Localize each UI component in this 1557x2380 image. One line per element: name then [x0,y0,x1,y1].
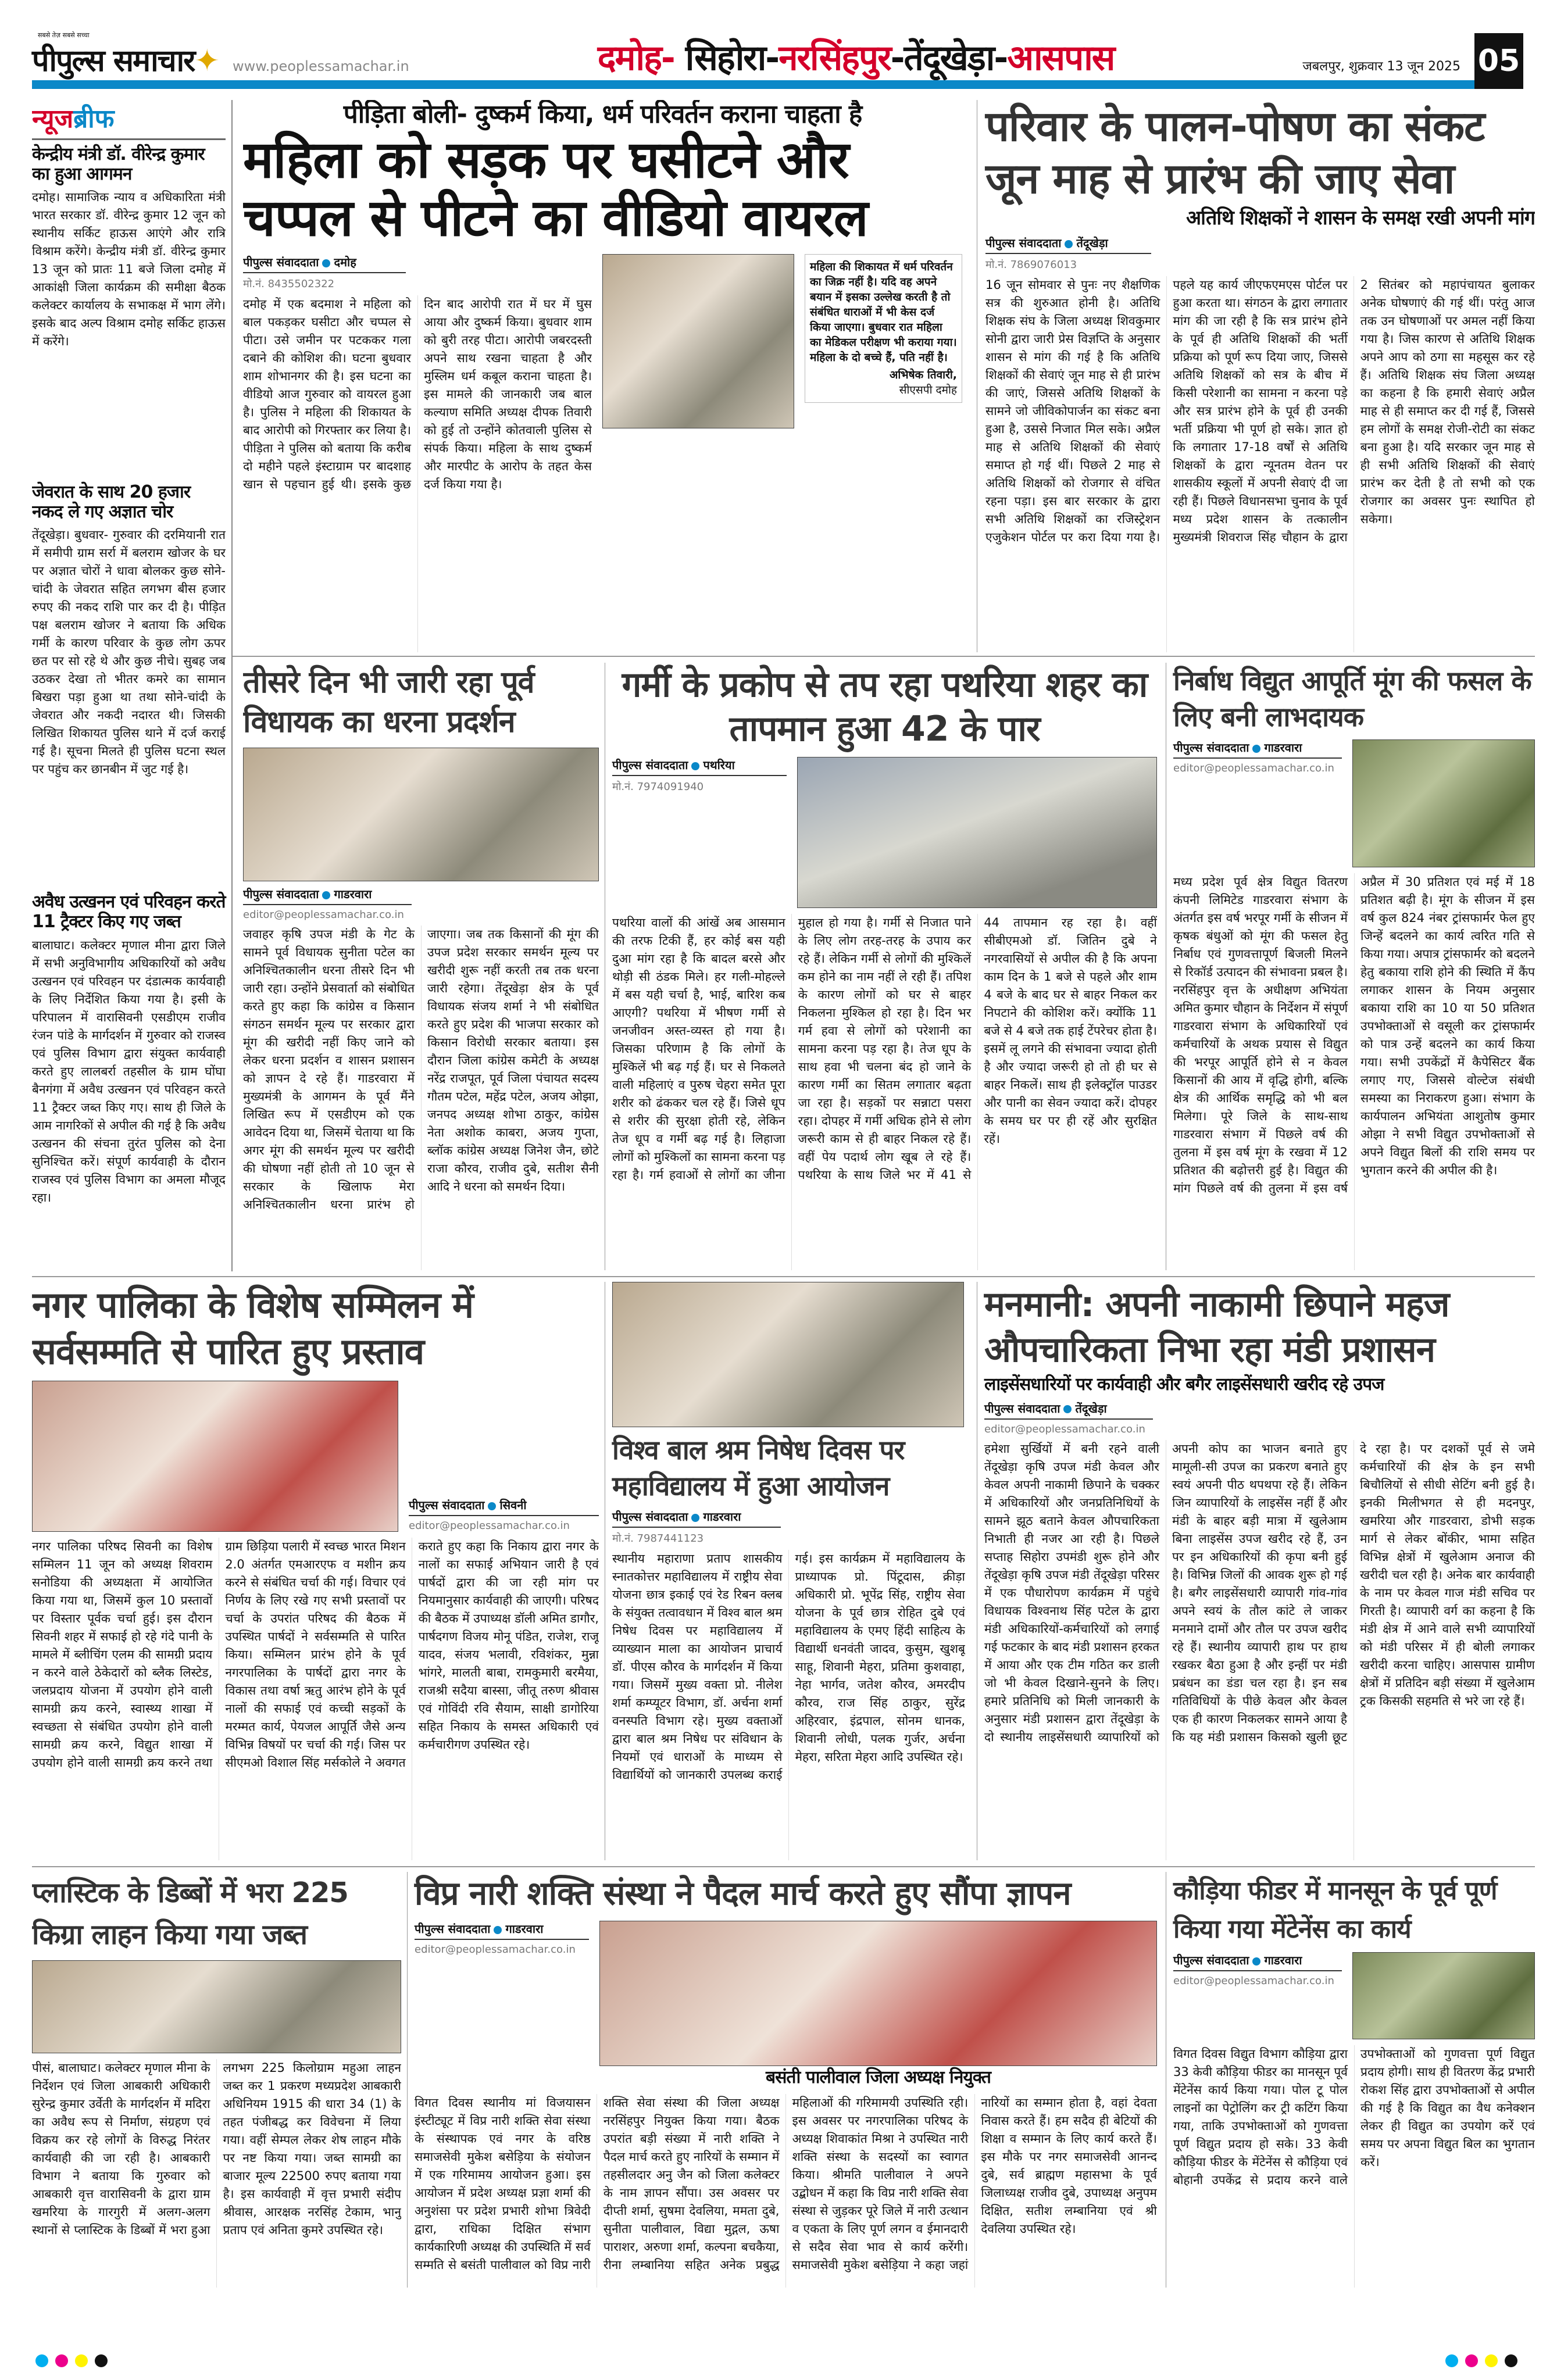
reporter-email[interactable]: editor@peoplessamachar.co.in [243,909,404,921]
divider [32,1866,1535,1867]
kodia-body: विगत दिवस विद्युत विभाग कौड़िया द्वारा 33 केवी कौड़िया फीडर का मानसून पूर्व मेंटेनेंस कार्य किया गया। पोल टू पोल लाइनों का पेट्रोलिंग कर ट्री कटिंग किया गया, ताकि उपभोक्ताओं को गुणवत्ता पूर्ण विद्युत प्रदाय हो सके। 33 केवी कौड़िया फीडर के मेंटेनेंस से कौड़िया एवं बोहानी उपकेंद्र से प्रदाय करने वाले उपभोक्ताओं को गुणवत्ता पूर्ण विद्युत प्रदाय होगी। साथ ही वितरण केंद्र प्रभारी रोकश सिंह द्वारा उपभोक्ताओं से अपील की गई है कि विद्युत का वैध कनेक्शन लेकर ही विद्युत का उपयोग करें एवं समय पर अपना विद्युत बिल का भुगतान करें। [1173,2047,1535,2187]
bullet-dot-icon [691,1514,699,1522]
reporter-email[interactable]: editor@peoplessamachar.co.in [415,1943,576,1956]
bullet-dot-icon [1252,745,1260,753]
byline [409,1497,599,1516]
plastic-headline: प्लास्टिक के डिब्बों में भरा 225 किग्रा लाहन किया गया जब्त [32,1877,348,1951]
byline-name: पीपुल्स संवाददाता [985,236,1062,251]
guest-subhead: अतिथि शिक्षकों ने शासन के समक्ष रखी अपनी मांग [1186,206,1535,230]
bullet-dot-icon [1065,240,1073,248]
dateline: जबलपुर, शुक्रवार 13 जून 2025 [1302,59,1460,74]
section-title-part: आसपास [1007,38,1115,78]
byline-name: पीपुल्स संवाददाता [409,1498,485,1512]
bullet-dot-icon [494,1926,502,1934]
brief-body: दमोह। सामाजिक न्याय व अधिकारिता मंत्री भारत सरकार डॉ. वीरेन्द्र कुमार 12 जून को स्थानीय सर्किट हाऊस आएंगे और रात्रि विश्राम करेंगे। केन्द्रीय मंत्री डॉ. वीरेन्द्र कुमार 13 जून को प्रातः 11 बजे जिला दमोह में आकांक्षी जिला कार्यक्रम की समीक्षा बैठक कलेक्टर कार्यालय के सभाकक्ष में भाग लेंगे। इसके बाद अल्प विश्राम दमोह सर्किट हाऊस में करेंगे। [32,190,226,349]
byline-name: पीपुल्स संवाददाता [243,255,319,270]
heat-story [605,663,1157,1270]
reporter-mobile: मो.नं. 8435502322 [243,278,335,291]
dharna-story [243,663,599,1270]
reporter-mobile: मो.नं. 7987441123 [612,1532,704,1545]
byline-place: गाडरवारा [703,1510,741,1524]
byline-place: गाडरवारा [1264,1953,1302,1967]
reporter-email[interactable]: editor@peoplessamachar.co.in [984,1423,1145,1435]
section-title [423,33,1289,80]
section-title-part: -तेंदूखेड़ा- [890,38,1008,78]
vipra-body: विगत दिवस स्थानीय मां विजयासन इंस्टीट्यूट में विप्र नारी शक्ति सेवा संस्था के संस्थापक एवं नगर के वरिष्ठ समाजसेवी मुकेश बसेड़िया के संयोजन में एक गरिमामय आयोजन हुआ। इस आयोजन में प्रदेश अध्यक्ष प्रज्ञा शर्मा की अनुशंसा पर प्रदेश प्रभारी शोभा त्रिवेदी द्वारा, राधिका दिक्षित संभाग कार्यकारिणी अध्यक्ष की उपस्थिति में सर्व सम्मति से बसंती पालीवाल को विप्र नारी शक्ति सेवा संस्था की जिला अध्यक्ष नरसिंहपुर नियुक्त किया गया। बैठक उपरांत बड़ी संख्या में नारी शक्ति ने पैदल मार्च करते हुए नारियों के सम्मान में तहसीलदार अनु जैन को जिला कलेक्टर के नाम ज्ञापन सौंपा। उस अवसर पर दीप्ती शर्मा, सुषमा देवलिया, ममता दुबे, सुनीता पालीवाल, विद्या मुद्गल, ऊषा पाराशर, अरुणा शर्मा, कल्पना बचकैया, रीना लम्बानिया सहित अनेक प्रबुद्ध महिलाओं की गरिमामयी उपस्थिति रही। इस अवसर पर नगरपालिका परिषद के अध्यक्ष शिवाकांत मिश्रा ने उपस्थित नारी शक्ति संस्था के सदस्यों का स्वागत किया। श्रीमति पालीवाल ने अपने उद्बोधन में कहा कि विप्र नारी शक्ति सेवा संस्था से जुड़कर पूरे जिले में नारी उत्थान व एकता के लिए पूर्ण लगन व ईमानदारी से सदैव सेवा भाव से कार्य करेंगी। समाजसेवी मुकेश बसेड़िया ने कहा जहां नारियों का सम्मान होता है, वहां देवता निवास करते हैं। हम सदैव ही बेटियों की शिक्षा व सम्मान के लिए कार्य करते हैं। इस मौके पर नगर समाजसेवी आनन्द दुबे, सर्व ब्राह्मण महासभा के पूर्व जिलाध्यक्ष राजीव दुबे, उपाध्यक्ष अनुपम दिक्षित, सतीश लम्बानिया एवं श्री देवलिया उपस्थित रहे। [415,2096,1157,2272]
brief-headline: अवैध उत्खनन एवं परिवहन करते 11 ट्रैक्टर किए गए जब्त [32,892,226,932]
byline-place: सिवनी [499,1498,527,1512]
vipra-headline: विप्र नारी शक्ति संस्था ने पैदल मार्च करते हुए सौंपा ज्ञापन [415,1875,1071,1913]
brief-headline: जेवरात के साथ 20 हजार नकद ले गए अज्ञात चोर [32,482,191,522]
divider [233,656,1535,657]
news-brief-title-a: न्यूज [32,104,74,134]
logo-text: पीपुल्स समाचार [32,44,195,78]
reporter-email[interactable]: editor@peoplessamachar.co.in [409,1520,570,1532]
dharna-photo [243,748,599,881]
byline-place: गाडरवारा [334,887,372,901]
page-number: 05 [1474,33,1523,89]
lead-photo [602,254,794,428]
heat-body: पथरिया वालों की आंखें अब आसमान की तरफ टिकी हैं, हर कोई बस यही दुआ मांग रहा है कि बादल बरसे और थोड़ी सी ठंडक मिले। हर गली-मोहल्ले में बस यही चर्चा है, भाई, बारिश कब आएगी? पथरिया में भीषण गर्मी से जनजीवन अस्त-व्यस्त हो गया है। जिसका परिणाम है कि लोगों के मुश्किलें भी बढ़ गई हैं। घर से निकलते वाली महिलाएं व पुरुष चेहरा समेत पूरा शरीर को ढंककर चल रहे हैं। जिसे धूप से शरीर की सुरक्षा होती रहे, लेकिन तेज धूप व गर्मी बढ़ गई है। लिहाजा लोगों को मुश्किलों का सामना करना पड़ रहा है। गर्म हवाओं से लोगों का जीना मुहाल हो गया है। गर्मी से निजात पाने के लिए लोग तरह-तरह के उपाय कर रहे हैं। लेकिन गर्मी से लोगों की मुश्किलें कम होने का नाम नहीं ले रही हैं। तपिश के कारण लोगों को घर से बाहर निकलना मुश्किल हो रहा है। दिन भर गर्म हवा से लोगों को परेशानी का सामना करना पड़ रहा है। तेज धूप के साथ हवा भी चलना बंद हो जाने के कारण गर्मी का सितम लगातार बढ़ता जा रहा है। सड़कों पर सन्नाटा पसरा रहा। दोपहर में गर्मी अधिक होने से लोग जरूरी काम से ही बाहर निकल रहे हैं। वहीं पेय पदार्थ लोग खूब ले रहे हैं। पथरिया के साथ जिले भर में 41 से 44 तापमान रह रहा है। वहीं सीबीएमओ डॉ. जितिन दुबे ने नगरवासियों से अपील की है कि अपना काम दिन के 1 बजे से पहले और शाम 4 बजे के बाद घर से बाहर निकल कर निपटाने की कोशिश करें। क्योंकि 11 बजे से 4 बजे तक हाई टेंपरेचर होता है। इसमें लू लगने की संभावना ज्यादा होती है और ज्यादा जरूरी हो तो ही घर से बाहर निकलें। साथ ही इलेक्ट्रॉल पाउडर और पानी का सेवन ज्यादा करें। दोपहर के समय घर पर ही रहें और सुरक्षित रहें। [612,916,1157,1182]
masthead-rule [32,80,1474,89]
section-title-part: सिहोरा- [674,38,779,78]
divider [32,1276,1535,1277]
byline-place: पथरिया [703,758,735,772]
reporter-mobile: मो.नं. 7869076013 [985,259,1077,271]
child-labour-headline: विश्व बाल श्रम निषेध दिवस पर महाविद्यालय में हुआ आयोजन [612,1434,905,1502]
reporter-email[interactable]: editor@peoplessamachar.co.in [1173,1975,1334,1987]
print-registration-marks [1442,2354,1521,2370]
mandi-subhead: लाइसेंसधारियों पर कार्यवाही और बगैर लाइसेंसधारी खरीद रहे उपज [984,1374,1384,1395]
byline-name: पीपुल्स संवाददाता [243,887,319,901]
power-body: मध्य प्रदेश पूर्व क्षेत्र विद्युत वितरण कंपनी लिमिटेड गाडरवारा संभाग के अंतर्गत इस वर्ष भरपूर गर्मी के सीजन में कृषक बंधुओं को मूंग की फसल हेतु निर्बाध एवं गुणवत्तापूर्ण बिजली मिलने से रिकॉर्ड उत्पादन की संभावना प्रबल है। नरसिंहपुर वृत्त के अधीक्षण अभियंता अमित कुमार चौहान के निर्देशन में संपूर्ण गाडरवारा संभाग के अधिकारियों एवं कर्मचारियों के अथक प्रयास से विद्युत की भरपूर आपूर्ति होने से न केवल किसानों की आय में वृद्धि होगी, बल्कि क्षेत्र की आर्थिक समृद्धि को भी बल मिलेगा। पूरे जिले के साथ-साथ गाडरवारा संभाग में पिछले वर्ष की तुलना में इस वर्ष मूंग के रखवा में 12 प्रतिशत की बढ़ोत्तरी हुई है। विद्युत की मांग पिछले वर्ष की तुलना में इस वर्ष अप्रैल में 30 प्रतिशत एवं मई में 18 प्रतिशत बढ़ी है। मूंग के सीजन में इस वर्ष कुल 824 नंबर ट्रांसफार्मर फेल हुए जिन्हें बदलने का कार्य त्वरित गति से किया गया। अपात्र ट्रांसफार्मर को बदलने हेतु बकाया राशि होने की स्थिति में कैंप लगाकर शासन के नियम अनुसार बकाया राशि का 10 या 50 प्रतिशत उपभोक्ताओं से वसूली कर ट्रांसफार्मर को पात्र उन्हें बदलने का कार्य किया गया। सभी उपकेंद्रों में कैपेसिटर बैंक लगाए गए, जिससे वोल्टेज संबंधी समस्या का निराकरण हुआ। संभाग के कार्यपालन अभियंता आशुतोष कुमार ओझा ने सभी विद्युत उपभोक्ताओं से अपने विद्युत बिलों की राशि समय पर भुगतान करने की अपील की है। [1173,875,1535,1195]
news-brief-title [32,100,226,135]
byline [1173,1952,1342,1971]
byline-place: गाडरवारा [505,1922,544,1936]
council-meeting-photo [32,1381,398,1532]
byline-place: दमोह [334,255,356,270]
guest-teachers-story [977,100,1535,652]
seized-lahan-photo [32,1960,401,2053]
kodia-story [1166,1872,1535,2288]
quote-author: अभिषेक तिवारी, [889,369,957,382]
women-group-photo [599,1921,1157,2066]
lead-headline: महिला को सड़क पर घसीटने और चप्पल से पीटने का वीडियो वायरल [243,130,868,248]
reporter-mobile: मो.नं. 7974091940 [612,781,704,793]
news-brief-title-b: ब्रीफ [73,104,115,134]
brief-body: तेंदूखेड़ा। बुधवार- गुरुवार की दरमियानी रात में समीपी ग्राम सर्रा में बलराम खोजर के घर पर अज्ञात चोरों ने धावा बोलकर कुछ सोने-चांदी के जेवरात सहित लगभग बीस हजार रुपए की नकद राशि पार कर दी है। पीड़ित पक्ष बलराम खोजर ने बताया कि अधिक गर्मी के कारण परिवार के कुछ लोग ऊपर छत पर सो रहे थे और कुछ नीचे। सुबह जब उठकर देखा तो भीतर कमरे का सामान बिखरा पड़ा हुआ था तथा सोने-चांदी के जेवरात और नकदी नदारत थी। जिसकी लिखित शिकायत पुलिस थाने में दर्ज कराई गई है। सूचना मिलते ही पुलिस घटना स्थल पर पहुंच कर छानबीन में जुट गई है। [32,528,226,777]
kodia-headline: कौड़िया फीडर में मानसून के पूर्व पूर्ण किया गया मेंटेनेंस का कार्य [1173,1876,1497,1944]
logo-star-icon: ✦ [194,44,219,78]
print-registration-marks [32,2354,111,2370]
byline [1173,739,1342,759]
moong-crop-photo [1352,739,1535,867]
nagarpalika-story [32,1282,599,1860]
news-brief-column [32,100,233,1271]
bullet-dot-icon [1063,1405,1072,1413]
byline-name: पीपुल्स संवाददाता [1173,1953,1249,1967]
bullet-dot-icon [691,762,699,770]
byline-name: पीपुल्स संवाददाता [1173,741,1249,755]
lineman-photo [1352,1952,1535,2039]
byline-place: तेंदूखेड़ा [1076,236,1108,251]
college-event-photo [612,1282,964,1427]
mandi-body: हमेशा सुर्खियों में बनी रहने वाली तेंदूखेड़ा कृषि उपज मंडी केवल और केवल अपनी नाकामी छिपाने के चक्कर में अधिकारियों और जनप्रतिनिधियों के सामने झूठ बताने केवल औपचारिकता निभाती ही नजर आ रही है। पिछले सप्ताह सिहोरा उपमंडी शुरू होने और तेंदूखेड़ा कृषि उपज मंडी तेंदूखेड़ा परिसर में एक पौधारोपण कार्यक्रम में पहुंचे विधायक विश्वनाथ सिंह पटेल के द्वारा मंडी अधिकारियों-कर्मचारियों को लगाई गई फटकार के बाद मंडी प्रशासन हरकत में आया और एक टीम गठित कर डाली जो भी केवल दिखाने-सुनने के लिए। हमारे प्रतिनिधि को मिली जानकारी के अनुसार मंडी प्रशासन द्वारा तेंदूखेड़ा के दो स्थानीय लाइसेंसधारी व्यापारियों को अपनी कोप का भाजन बनाते हुए मामूली-सी उपज का प्रकरण बनाते हुए स्वयं अपनी पीठ थपथपा रहे हैं। लेकिन जिन व्यापारियों के लाइसेंस नहीं हैं और मंडी के बाहर बड़ी मात्रा में खुलेआम बिना लाइसेंस उपज खरीद रहे हैं, उन पर इन अधिकारियों की कृपा बनी हुई है। विभिन्न जिलों की आवक शुरू हो गई है। बगैर लाइसेंसधारी व्यापारी गांव-गांव अपने स्वयं के तौल कांटे ले जाकर मनमाने दामों और तौल पर उपज खरीद रहे हैं। स्थानीय व्यापारी हाथ पर हाथ रखकर बैठा हुआ है और इन्हीं पर मंडी प्रबंधन का डंडा चल रहा है। इन सब गतिविधियों के पीछे केवल और केवल एक ही कारण निकलकर सामने आया है कि यह मंडी प्रशासन किसको खुली छूट दे रहा है। पर दशकों पूर्व से जमे कर्मचारियों की क्षेत्र के इन सभी बिचौलियों से सीधी सेटिंग बनी हुई है। इनकी मिलीभगत से ही मदनपुर, खमरिया और गाडरवारा, डोभी सड़क मार्ग से लेकर बोंकीर, भामा सहित विभिन्न क्षेत्रों में खुलेआम अनाज की खरीदी चल रही है। अनेक बार कार्यवाही के नाम पर केवल गाज मंडी सचिव पर गिरती है। व्यापारी वर्ग का कहना है कि मंडी क्षेत्र में आने वाले सभी व्यापारियों को मंडी परिसर में ही बोली लगाकर खरीदी करना चाहिए। आसपास ग्रामीण क्षेत्रों में प्रतिदिन बड़ी संख्या में खुलेआम ट्रक किसकी सहमति से भरे जा रहे हैं। [984,1441,1535,1744]
heat-headline: गर्मी के प्रकोप से तप रहा पथरिया शहर का तापमान हुआ 42 के पार [622,664,1148,749]
mandi-headline: मनमानी: अपनी नाकामी छिपाने महज औपचारिकता निभा रहा मंडी प्रशासन [984,1284,1449,1370]
vipra-story [407,1872,1157,2288]
power-headline: निर्बाध विद्युत आपूर्ति मूंग की फसल के लिए बनी लाभदायक [1173,665,1531,732]
heat-street-photo [797,757,1157,908]
power-story [1166,663,1535,1270]
lead-kicker: पीड़िता बोली- दुष्कर्म किया, धर्म परिवर्तन कराना चाहता है [343,100,862,129]
byline [984,1400,1153,1420]
section-title-part: नरसिंहपुर [779,38,891,78]
pull-quote [805,254,962,403]
byline [243,886,412,905]
byline-name: पीपुल्स संवाददाता [984,1401,1060,1416]
newspaper-logo [32,31,219,80]
byline-name: पीपुल्स संवाददाता [415,1922,491,1936]
dharna-headline: तीसरे दिन भी जारी रहा पूर्व विधायक का धरना प्रदर्शन [243,665,534,739]
plastic-body: पीसं, बालाघाट। कलेक्टर मृणाल मीना के निर्देशन एवं जिला आबकारी अधिकारी सुरेन्द्र कुमार उर्वेती के मार्गदर्शन में मदिरा का अवैध रूप से निर्माण, संग्रहण एवं विक्रय कर रहे लोगों के विरुद्ध निरंतर कार्यवाही की जा रही है। आबकारी विभाग ने बताया कि गुरुवार को आबकारी वृत्त वारासिवनी के द्वारा ग्राम खमरिया के गारगुरी में अलग-अलग स्थानों से प्लास्टिक के डिब्बों में भरा हुआ लगभग 225 किलोग्राम महुआ लाहन जब्त कर 1 प्रकरण मध्यप्रदेश आबकारी अधिनियम 1915 की धारा 34 (1) के तहत पंजीबद्ध कर विवेचना में लिया गया। वहीं सेम्पल लेकर शेष लाहन मौके पर नष्ट किया गया। जब्त सामग्री का बाजार मूल्य 22500 रुपए बताया गया है। इस कार्यवाही में वृत्त प्रभारी संदीप श्रीवास, आरक्षक नरसिंह टेकाम, भानु प्रताप एवं अनिता कुमरे उपस्थित रहे। [32,2061,401,2237]
bullet-dot-icon [322,259,330,267]
bullet-dot-icon [488,1502,496,1510]
byline [985,235,1151,254]
reporter-email[interactable]: editor@peoplessamachar.co.in [1173,762,1334,774]
lead-story [243,100,962,652]
byline-place: गाडरवारा [1264,741,1302,755]
guest-body: 16 जून सोमवार से पुनः नए शैक्षणिक सत्र की शुरुआत होनी है। अतिथि शिक्षक संघ के जिला अध्यक्ष शिवकुमार सोनी द्वारा जारी प्रेस विज्ञप्ति के अनुसार शासन से मांग की गई है कि अतिथि शिक्षकों की सेवाएं जून माह से ही प्रारंभ की जाएं, जिससे अतिथि शिक्षकों के सामने जो जीविकोपार्जन का संकट बना हुआ है, उससे निजात मिल सके। अप्रैल माह से अतिथि शिक्षकों की सेवाएं समाप्त हो गई थीं। पिछले 2 माह से अतिथि शिक्षकों को रोजगार से वंचित रहना पड़ा। इस बार सरकार के द्वारा सभी अतिथि शिक्षकों का रजिस्ट्रेशन एजुकेशन पोर्टल पर करा दिया गया है। पहले यह कार्य जीएफएमएस पोर्टल पर हुआ करता था। संगठन के द्वारा लगातार मांग की जा रही है कि सत्र प्रारंभ होने के पूर्व ही अतिथि शिक्षकों की भर्ती प्रक्रिया को पूर्ण रूप दिया जाए, जिससे अतिथि शिक्षकों को सत्र के बीच में किसी परेशानी का सामना न करना पड़े और सत्र प्रारंभ होने के पूर्व ही उनकी भर्ती प्रक्रिया भी पूर्ण हो सके। ज्ञात हो कि लगातार 17-18 वर्षों से अतिथि शिक्षकों के द्वारा न्यूनतम वेतन पर शासकीय स्कूलों में अपनी सेवाएं दी जा रही हैं। पिछले विधानसभा चुनाव के पूर्व मध्य प्रदेश शासन के तत्कालीन मुख्यमंत्री शिवराज सिंह चौहान के द्वारा 2 सितंबर को महापंचायत बुलाकर अनेक घोषणाएं की गई थीं। परंतु आज तक उन घोषणाओं पर अमल नहीं किया गया है। जिस कारण से अतिथि शिक्षक अपने आप को ठगा सा महसूस कर रहे हैं। अतिथि शिक्षक संघ जिला अध्यक्ष का कहना है कि हमारी सेवाएं अप्रैल माह से ही समाप्त कर दी गई हैं, जिससे हम लोगों के समक्ष रोजी-रोटी का संकट बना हुआ है। यदि सरकार जून माह से ही सभी अतिथि शिक्षकों की सेवाएं प्रारंभ कर देती है तो सभी को एक रोजगार का अवसर पुनः स्थापित हो सकेगा। [985,278,1535,545]
mandi-story [977,1282,1535,1860]
nagarpalika-headline: नगर पालिका के विशेष सम्मिलन में सर्वसम्मति से पारित हुए प्रस्ताव [32,1284,473,1373]
byline [415,1921,589,1940]
nagarpalika-body: नगर पालिका परिषद सिवनी का विशेष सम्मिलन 11 जून को अध्यक्ष शिवराम सनोडिया की अध्यक्षता में आयोजित किया गया था, जिसमें कुल 10 प्रस्तावों पर विस्तार पूर्वक चर्चा हुई। इस दौरान सिवनी शहर में सफाई हो रहे गंदे पानी के मामले में ब्लीचिंग एलम की सामग्री प्रदाय न करने वाले ठेकेदारों को ब्लैक लिस्टेड, जलप्रदाय योजना में उपयोग होने वाली सामग्री क्रय करने, स्वास्थ्य शाखा में स्वच्छता से संबंधित उपयोग होने वाली सामग्री क्रय करने, विद्युत शाखा में उपयोग होने वाली सामग्री क्रय करने तथा ग्राम छिड़िया पलारी में स्वच्छ भारत मिशन 2.0 अंतर्गत एमआरएफ व मशीन क्रय करने से संबंधित चर्चा की गई। विचार एवं निर्णय के लिए रखे गए सभी प्रस्तावों पर चर्चा के उपरांत परिषद की बैठक में उपस्थित पार्षदों ने सर्वसम्मति से पारित किया। सम्मिलन प्रारंभ होने के पूर्व नगरपालिका के पार्षदों द्वारा नगर के विकास तथा वर्षा ऋतु आरंभ होने के पूर्व नालों की सफाई एवं कच्ची सड़कों के मरम्मत कार्य, पेयजल आपूर्ति जैसे अन्य विभिन्न विषयों पर चर्चा की गई। जिस पर सीएमओ विशाल सिंह मर्सकोले ने अवगत कराते हुए कहा कि निकाय द्वारा नगर के नालों का सफाई अभियान जारी है एवं पार्षदों द्वारा की जा रही मांग पर नियमानुसार कार्यवाही की जाएगी। परिषद की बैठक में उपाध्यक्ष डॉली अमित डागौर, पार्षदगण विजय मोनू पंडित, राजेश, राजू यादव, संजय भलावी, रविशंकर, मुन्ना भांगरे, मालती बाबा, रामकुमारी बरमैया, राजश्री सदैया बास्सा, जीतू तरुण श्रीवास एवं गोविंदी रवि सैयाम, साक्षी डागोरिया सहित निकाय के समस्त अधिकारी एवं कर्मचारीगण उपस्थित रहे। [32,1539,599,1770]
child-labour-story [605,1282,965,1860]
quote-role: सीएसपी दमोह [899,384,957,397]
logo-tagline: सबसे तेज़ सबसे सच्चा [38,31,90,39]
lead-body: दमोह में एक बदमाश ने महिला को बाल पकड़कर घसीटा और चप्पल से पीटा। उसे जमीन पर पटककर गला दबाने की कोशिश की। घटना बुधवार शाम शोभानगर की है। इस घटना का वीडियो आज गुरुवार को वायरल हुआ है। पुलिस ने महिला की शिकायत के बाद आरोपी को गिरफ्तार कर लिया है। पीड़िता ने पुलिस को बताया कि करीब दो महीने पहले इंस्टाग्राम पर बादशाह खान से पहचान हुई थी। इसके कुछ दिन बाद आरोपी रात में घर में घुस आया और दुष्कर्म किया। बुधवार शाम को बुरी तरह पीटा। आरोपी जबरदस्ती अपने साथ रखना चाहता है और मुस्लिम धर्म कबूल कराना चाहता है। इस मामले की जानकारी जब बाल कल्याण समिति अध्यक्ष दीपक तिवारी को हुई तो उन्होंने कोतवाली पुलिस से संपर्क किया। महिला के साथ दुष्कर्म और मारपीट के आरोप के तहत केस दर्ज किया गया है। [243,297,592,492]
photo-caption: बसंती पालीवाल जिला अध्यक्ष नियुक्त [765,2067,991,2088]
child-labour-body: स्थानीय महाराणा प्रताप शासकीय स्नातकोत्तर महाविद्यालय में राष्ट्रीय सेवा योजना छात्र इकाई एवं रेड रिबन क्लब के संयुक्त तत्वावधान में विश्व बाल श्रम निषेध दिवस पर महाविद्यालय में व्याख्यान माला का आयोजन प्राचार्य डॉ. पीएस कौरव के मार्गदर्शन में किया गया। जिसमें मुख्य वक्ता प्रो. नीलेश शर्मा कम्प्यूटर विभाग, डॉ. अर्चना शर्मा वनस्पति विभाग रहे। मुख्य वक्ताओं द्वारा बाल श्रम निषेध पर संविधान के नियमों एवं धाराओं के माध्यम से विद्यार्थियों को जानकारी उपलब्ध कराई गई। इस कार्यक्रम में महाविद्यालय के प्राध्यापक प्रो. पिंटूदास, क्रीड़ा अधिकारी प्रो. भूपेंद्र सिंह, राष्ट्रीय सेवा योजना के पूर्व छात्र रोहित दुबे एवं महाविद्यालय के एमए हिंदी साहित्य के विद्यार्थी धनवंती जादव, कुसुम, खुशबू साहू, शिवानी मेहरा, प्रतिमा कुशवाहा, नेहा भार्गव, जतेश कौरव, अमरदीप कौरव, राज सिंह ठाकुर, सुरेंद्र अहिरवार, इंद्रपाल, सोनम धानक, शिवानी लोधी, पलक गुर्जर, अर्चना मेहरा, सरिता मेहरा आदि उपस्थित रहे। [612,1552,965,1782]
section-title-part: दमोह- [597,38,674,78]
byline [612,1509,781,1528]
website-link[interactable]: www.peoplessamachar.in [232,58,409,74]
brief-body: बालाघाट। कलेक्टर मृणाल मीना द्वारा जिले में सभी अनुविभागीय अधिकारियों को अवैध उत्खनन एवं परिवहन पर दंडात्मक कार्यवाही के लिए निर्देशित किया गया है। इसी के परिपालन में वारासिवनी एसडीएम राजीव रंजन पांडे के मार्गदर्शन में गुरुवार को राजस्व एवं पुलिस विभाग द्वारा संयुक्त कार्यवाही करते हुए लालबर्रा तहसील के ग्राम घोंघा बैनगंगा में अवैध उत्खनन एवं परिवहन करते 11 ट्रैक्टर जब्त किए गए। साथ ही जिले के आम नागरिकों से अपील की गई है कि अवैध उत्खनन की संचना तुरंत पुलिस को देना सुनिश्चित करें। संपूर्ण कार्यवाही के दौरान राजस्व एवं पुलिस विभाग का अमला मौजूद रहा। [32,938,226,1205]
masthead [32,17,1523,80]
plastic-story [32,1872,401,2288]
byline-name: पीपुल्स संवाददाता [612,1510,688,1524]
byline-place: तेंदूखेड़ा [1075,1401,1107,1416]
guest-headline: परिवार के पालन-पोषण का संकट जून माह से प्रारंभ की जाए सेवा [985,102,1485,203]
byline [243,254,406,273]
dharna-body: जवाहर कृषि उपज मंडी के गेट के सामने पूर्व विधायक सुनीता पटेल का अनिश्चितकालीन धरना तीसरे दिन भी जारी रहा। उन्होंने प्रेसवार्ता को संबोधित करते हुए कहा कि कांग्रेस व किसान संगठन समर्थन मूल्य पर सरकार द्वारा मूंग की खरीदी नहीं किए जाने को लेकर धरना प्रदर्शन व शासन प्रशासन को ज्ञापन दे रहे हैं। गाडरवारा में मुख्यमंत्री के आगमन के पूर्व मैंने लिखित रूप में एसडीएम को एक आवेदन दिया था, जिसमें चेताया था कि अगर मूंग की समर्थन मूल्य पर खरीदी की घोषणा नहीं होती तो 10 जून से सरकार के खिलाफ मेरा अनिश्चितकालीन धरना प्रारंभ हो जाएगा। जब तक किसानों की मूंग की उपज प्रदेश सरकार समर्थन मूल्य पर खरीदी शुरू नहीं करती तब तक धरना जारी रहेगा। तेंदूखेड़ा क्षेत्र के पूर्व विधायक संजय शर्मा ने भी संबोधित करते हुए प्रदेश की भाजपा सरकार को किसान विरोधी सरकार बताया। इस दौरान जिला कांग्रेस कमेटी के अध्यक्ष नरेंद्र राजपूत, पूर्व जिला पंचायत सदस्य गौतम पटेल, महेंद्र पटेल, अजय ओझा, जनपद अध्यक्ष शोभा ठाकुर, कांग्रेस नेता अशोक काबरा, अजय गुप्ता, ब्लॉक कांग्रेस अध्यक्ष जिनेश जैन, छोटे राजा कौरव, राजीव दुबे, सतीश सैनी आदि ने धरना को समर्थन दिया। [243,927,599,1212]
bullet-dot-icon [1252,1957,1260,1966]
brief-headline: केन्द्रीय मंत्री डॉ. वीरेन्द्र कुमार का हुआ आगमन [32,144,205,184]
quote-text: महिला की शिकायत में धर्म परिवर्तन का जिक्र नहीं है। यदि वह अपने बयान में इसका उल्लेख करती है तो संबंधित धाराओं में भी केस दर्ज किया जाएगा। बुधवार रात महिला का मेडिकल परीक्षण भी कराया गया। महिला के दो बच्चे हैं, पति नहीं है। [810,260,957,364]
byline [612,757,787,776]
byline-name: पीपुल्स संवाददाता [612,758,688,772]
bullet-dot-icon [322,891,330,899]
